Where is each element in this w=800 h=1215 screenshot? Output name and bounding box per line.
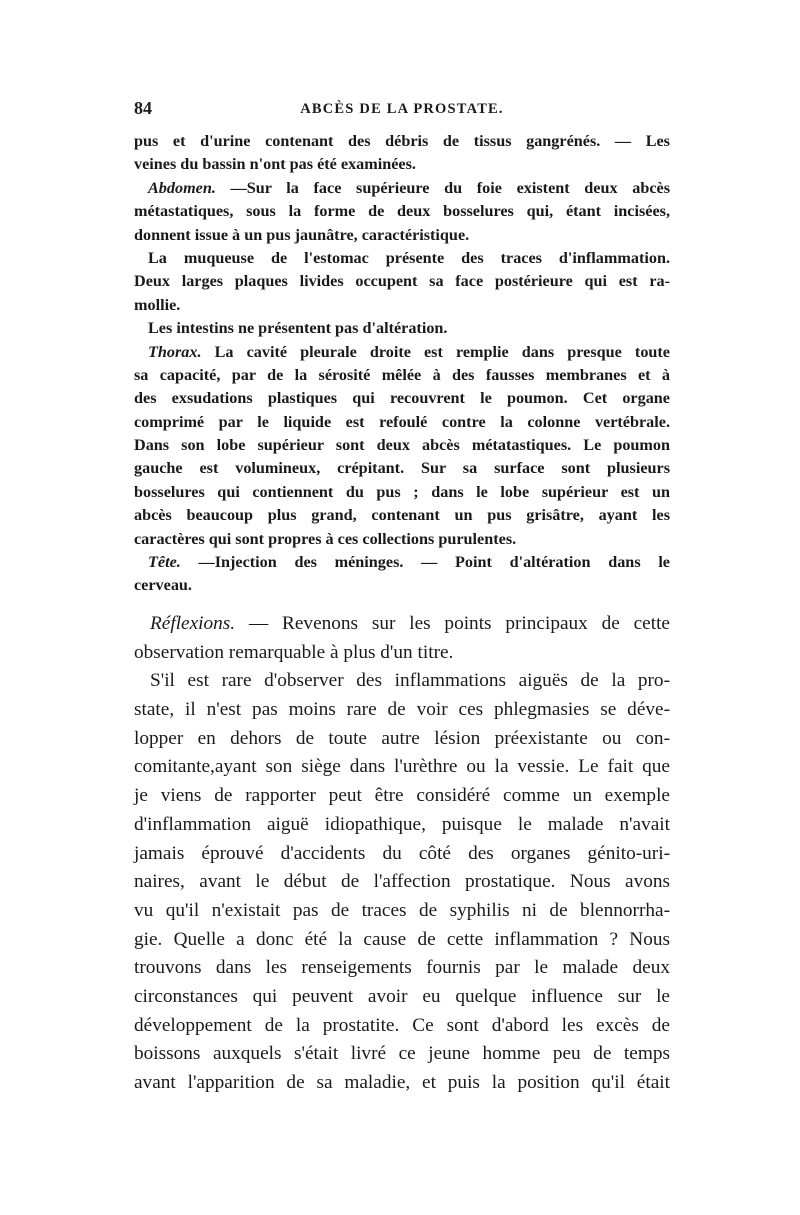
- text-line: naires, avant le début de l'affection prostatique. Nous avons: [134, 871, 670, 893]
- text-line: [134, 177, 670, 200]
- text-run: —Injection des méninges. — Point d'altération dans le: [180, 553, 670, 572]
- paragraph-stomach: [134, 247, 670, 317]
- text-line: comprimé par le liquide est refoulé contre la colonne vertébrale.: [134, 412, 670, 431]
- text-line: Deux larges plaques livides occupent sa face postérieure qui est ra-: [134, 272, 670, 291]
- text-line: boissons auxquels s'était livré ce jeune homme peu de temps: [134, 1043, 670, 1065]
- text-line: lopper en dehors de toute autre lésion préexistante ou con-: [134, 727, 670, 749]
- text-line: d'inflammation aiguë idiopathique, puisque le malade n'avait: [134, 813, 670, 835]
- text-line: observation remarquable à plus d'un titre.: [134, 641, 454, 663]
- text-line: La muqueuse de l'estomac présente des traces d'inflammation.: [148, 248, 670, 267]
- reflections-section: [134, 610, 670, 1098]
- autopsy-section: [134, 130, 670, 598]
- text-line: trouvons dans les renseigements fournis par le malade deux: [134, 957, 670, 979]
- section-label-thorax: Thorax.: [148, 342, 202, 361]
- text-line: [134, 551, 670, 574]
- paragraph-gangrene: [134, 130, 670, 177]
- paragraph-reflections-intro: [134, 610, 670, 667]
- running-title: ABCÈS DE LA PROSTATE.: [300, 101, 504, 117]
- text-line: Dans son lobe supérieur sont deux abcès métatastiques. Le poumon: [134, 436, 670, 455]
- text-line: développement de la prostatite. Ce sont d'abord les excès de: [134, 1014, 670, 1036]
- paragraph-reflections-body: [134, 667, 670, 1097]
- paragraph-head: [134, 551, 670, 598]
- text-line: des exsudations plastiques qui recouvrent le poumon. Cet organe: [134, 389, 670, 408]
- text-line: métastatiques, sous la forme de deux bosselures qui, étant incisées,: [134, 202, 670, 221]
- text-line: state, il n'est pas moins rare de voir ces phlegmasies se déve-: [134, 699, 670, 721]
- section-label-reflections: Réflexions.: [150, 613, 236, 634]
- text-line: abcès beaucoup plus grand, contenant un pus grisâtre, ayant les: [134, 506, 670, 525]
- text-line: pus et d'urine contenant des débris de tissus gangrénés. — Les: [134, 132, 670, 150]
- text-line: caractères qui sont propres à ces collections purulentes.: [134, 529, 517, 548]
- text-line: veines du bassin n'ont pas été examinées.: [134, 155, 416, 174]
- text-line: Les intestins ne présentent pas d'altération.: [148, 319, 448, 338]
- text-run: La cavité pleurale droite est remplie dans presque toute: [201, 342, 670, 361]
- text-line: bosselures qui contiennent du pus ; dans le lobe supérieur est un: [134, 482, 670, 501]
- page-header: [134, 98, 670, 124]
- text-run: —Sur la face supérieure du foie existent deux abcès: [215, 178, 670, 197]
- text-line: gie. Quelle a donc été la cause de cette inflammation ? Nous: [134, 928, 670, 950]
- text-run: — Revenons sur les points principaux de cette: [235, 613, 670, 634]
- text-line: [134, 341, 670, 364]
- text-line: circonstances qui peuvent avoir eu quelque influence sur le: [134, 985, 670, 1007]
- text-line: mollie.: [134, 295, 181, 314]
- text-line: je viens de rapporter peut être considéré comme un exemple: [134, 785, 670, 807]
- text-line: gauche est volumineux, crépitant. Sur sa surface sont plusieurs: [134, 459, 670, 478]
- page-number: 84: [134, 98, 152, 118]
- text-line: donnent issue à un pus jaunâtre, caractéristique.: [134, 225, 470, 244]
- text-line: comitante,ayant son siège dans l'urèthre ou la vessie. Le fait que: [134, 756, 670, 778]
- text-line: sa capacité, par de la sérosité mêlée à des fausses membranes et à: [134, 365, 670, 384]
- paragraph-intestines: [134, 317, 670, 340]
- text-line: jamais éprouvé d'accidents du côté des organes génito-uri-: [134, 842, 670, 864]
- text-line: cerveau.: [134, 576, 192, 595]
- section-label-head: Tête.: [148, 553, 181, 572]
- text-line: S'il est rare d'observer des inflammations aiguës de la pro-: [150, 670, 670, 692]
- text-line: avant l'apparition de sa maladie, et puis la position qu'il était: [134, 1072, 670, 1093]
- text-line: vu qu'il n'existait pas de traces de syphilis ni de blennorrha-: [134, 899, 670, 921]
- paragraph-thorax: [134, 341, 670, 552]
- section-label-abdomen: Abdomen.: [148, 178, 216, 197]
- text-line: [134, 610, 670, 639]
- paragraph-abdomen: [134, 177, 670, 247]
